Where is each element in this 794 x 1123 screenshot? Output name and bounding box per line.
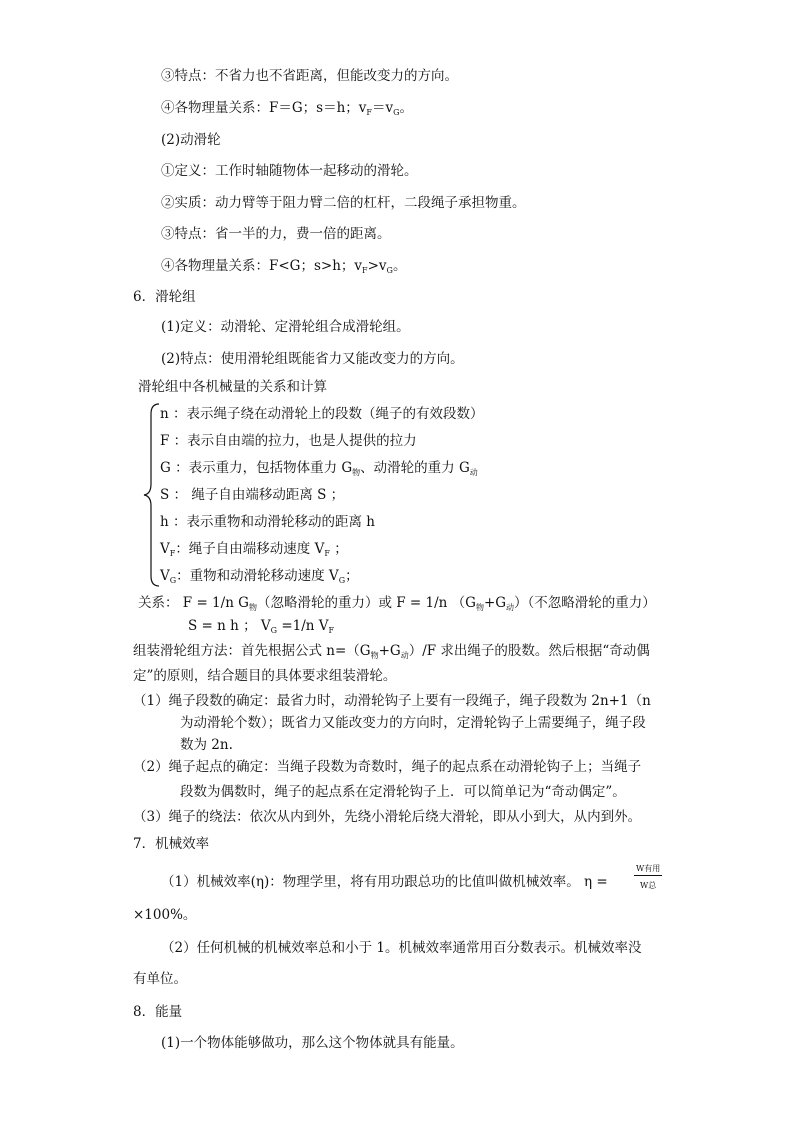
fixed-pulley-relation: ④各物理量关系：F＝G；s＝h；$v_F=v_G$。 [161, 100, 413, 117]
efficiency-numerator: W有用 [636, 864, 661, 873]
pulley-block-feature: (2)特点：使用滑轮组既能省力又能改变力的方向。 [161, 351, 464, 367]
section6-heading: 6．滑轮组 [133, 289, 196, 305]
var-h: h ：表示重物和动滑轮移动的距离 h [160, 514, 375, 530]
movable-pulley-feature: ③特点：省一半的力，费一倍的距离。 [161, 226, 391, 242]
item3: （3）绳子的绕法：依次从内到外，先绕小滑轮后绕大滑轮，即从小到大，从内到外。 [133, 809, 642, 825]
efficiency-note-line2: 有单位。 [133, 971, 187, 987]
var-n: n ：表示绳子绕在动滑轮上的段数（绳子的有效段数） [160, 406, 484, 422]
fixed-pulley-feature: ③特点：不省力也不省距离，但能改变力的方向。 [161, 68, 458, 84]
var-S: S ： 绳子自由端移动距离 S ； [160, 487, 345, 503]
section8-heading: 8．能量 [133, 1004, 183, 1020]
efficiency-denominator: W总 [640, 881, 657, 890]
efficiency-tail: ×100%。 [133, 907, 197, 923]
relation-formula-2: S = n h ； $V_G =1/n$ $V_F$ [188, 618, 335, 635]
efficiency-note-line1: （2）任何机械的机械效率总和小于 1。机械效率通常用百分数表示。机械效率没 [161, 940, 642, 956]
assemble-method-line1: 组装滑轮组方法：首先根据公式 $n=(G_物+G_动)/F$ 求出绳子的股数。然后根据“奇动偶 [133, 643, 650, 660]
var-vG: $V_G$：重物和动滑轮移动速度 $V_G$； [160, 568, 359, 585]
item2-line2: 段数为偶数时，绳子的起点系在定滑轮钩子上．可以简单记为“奇动偶定”。 [180, 784, 626, 800]
energy-definition: (1)一个物体能够做功，那么这个物体就具有能量。 [161, 1035, 464, 1051]
movable-pulley-definition: ①定义：工作时轴随物体一起移动的滑轮。 [161, 163, 418, 179]
item1-line3: 数为 2n. [180, 737, 233, 753]
pulley-block-definition: (1)定义：动滑轮、定滑轮组合成滑轮组。 [161, 319, 410, 335]
assemble-method-line2: 定”的原则，结合题目的具体要求组装滑轮。 [133, 668, 397, 684]
item2-line1: （2）绳子起点的确定：当绳子段数为奇数时，绳子的起点系在动滑轮钩子上；当绳子 [133, 759, 642, 775]
item1-line1: （1）绳子段数的确定：最省力时，动滑轮钩子上要有一段绳子，绳子段数为 2n+1（n [133, 693, 651, 709]
var-vF: $V_F$：绳子自由端移动速度 $V_F$ ； [160, 541, 348, 558]
var-G: G ：表示重力，包括物体重力 $G_物$、动滑轮的重力 $G_动$ [160, 460, 478, 477]
fraction-bar [634, 875, 662, 876]
section7-heading: 7．机械效率 [133, 836, 210, 852]
efficiency-definition: （1）机械效率(η)：物理学里，将有用功跟总功的比值叫做机械效率。 η = [161, 874, 608, 890]
movable-pulley-relation: ④各物理量关系：F<G；s>h；$v_F>v_G$。 [161, 258, 407, 275]
pulley-block-calc-title: 滑轮组中各机械量的关系和计算 [138, 379, 327, 395]
movable-pulley-essence: ②实质：动力臂等于阻力臂二倍的杠杆，二段绳子承担物重。 [161, 195, 526, 211]
relation-formula-1: 关系： F = 1/n $G_物$（忽略滑轮的重力）或 F = 1/n $(G_物+G_动)$（不忽略滑轮的重力） [138, 595, 656, 612]
movable-pulley-heading: (2)动滑轮 [161, 132, 221, 148]
var-F: F ：表示自由端的拉力，也是人提供的拉力 [160, 433, 417, 449]
item1-line2: 为动滑轮个数）；既省力又能改变力的方向时，定滑轮钩子上需要绳子，绳子段 [180, 715, 646, 731]
